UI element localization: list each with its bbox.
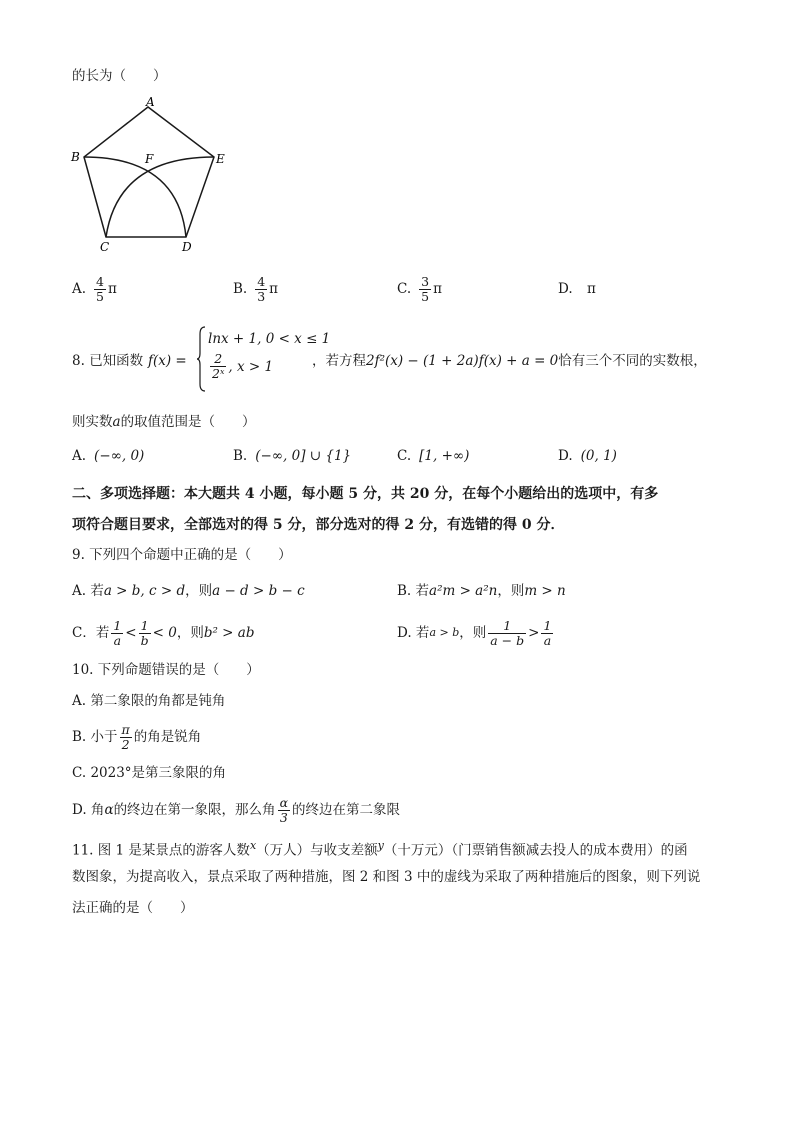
q7-option-d: D. π: [558, 281, 596, 297]
fraction: $\frac{4}{5}$: [96, 273, 104, 304]
q9-stem: 9. 下列四个命题中正确的是（ ）: [72, 547, 292, 563]
option-letter: A.: [72, 281, 87, 297]
fraction: $\frac{3}{5}$: [421, 273, 430, 304]
fraction: $\frac{2}{\text{2ˣ}}$: [212, 351, 225, 381]
q8-line2: 则实数a的取值范围是（ ）: [72, 414, 256, 430]
q10-stem: 10. 下列命题错误的是（ ）: [72, 662, 260, 678]
fraction: $\frac{4}{3}$: [257, 273, 266, 304]
label-a: A: [146, 95, 155, 109]
q7-option-a: A. $\frac{4}{5}$ π: [72, 273, 117, 304]
label-c: C: [100, 240, 110, 254]
q7-option-c: C. $\frac{3}{5}$ π: [397, 273, 442, 304]
q8-stem-rest: ，若方程2f²(x) − (1 + 2a)f(x) + a = 0恰有三个不同的实数根，: [312, 353, 707, 369]
q9-option-a: A. 若a > b, c > d，则a − d > b − c: [72, 583, 305, 599]
q11-line2: 数图象，为提高收入，景点采取了两种措施，图 2 和图 3 中的虚线为采取了两种措施后的图象，则下列说: [72, 869, 701, 885]
q8-brace: [196, 326, 206, 392]
q10-option-a: A. 第二象限的角都是钝角: [72, 693, 226, 709]
label-b: B: [71, 150, 80, 164]
q8-option-a: A. (−∞, 0): [72, 448, 145, 464]
q8-number: 8. 已知函数: [72, 353, 144, 369]
label-f: F: [145, 152, 154, 166]
q11-line3: 法正确的是（ ）: [72, 900, 194, 916]
q8-option-b: B. (−∞, 0] ∪ {1}: [233, 448, 352, 464]
label-d: D: [182, 240, 192, 254]
q8-option-d: D. (0, 1): [558, 448, 617, 464]
q8-case1: lnx + 1, 0 < x ≤ 1: [208, 331, 331, 347]
arc-bd: [84, 157, 186, 237]
q8-option-c: C. [1, +∞): [397, 448, 470, 464]
section2-heading-line1: 二、多项选择题：本大题共 4 小题，每小题 5 分，共 20 分，在每个小题给出的选项中，有多: [72, 486, 659, 502]
q8-fx: f(x) =: [148, 353, 187, 369]
q10-option-d: D. 角 α 的终边在第一象限，那么角 $\frac{\alpha}{3}$ 的终边在第二象限: [72, 794, 401, 825]
q11-line1: 11. 图 1 是某景点的游客人数$^x$（万人）与收支差额$^y$（十万元）（门票销售额减去投人的成本费用）的函: [72, 839, 688, 859]
q9-option-d: D. 若 a > b ，则 $\frac{1}{a - b}$ > $\frac{1}{a}$: [397, 617, 552, 648]
q7-stem-tail: 的长为（ ）: [72, 68, 167, 84]
q9-option-b: B. 若a²m > a²n，则m > n: [397, 583, 566, 599]
q7-option-b: B. $\frac{4}{3}$ π: [233, 273, 279, 304]
q8-case2: $\frac{2}{\text{2ˣ}}$ , x > 1: [212, 351, 274, 381]
section2-heading-line2: 项符合题目要求，全部选对的得 5 分，部分选对的得 2 分，有选错的得 0 分．: [72, 517, 565, 533]
q10-option-b: B. 小于 $\frac{\pi}{2}$ 的角是锐角: [72, 721, 202, 752]
q9-option-c: C．若 $\frac{1}{a}$ < $\frac{1}{b}$ < 0 ，则 b² > ab: [72, 617, 255, 648]
label-e: E: [216, 152, 225, 166]
pentagon-figure: [68, 95, 238, 255]
arc-ec: [106, 157, 214, 237]
q10-option-c: C. 2023°是第三象限的角: [72, 765, 227, 781]
